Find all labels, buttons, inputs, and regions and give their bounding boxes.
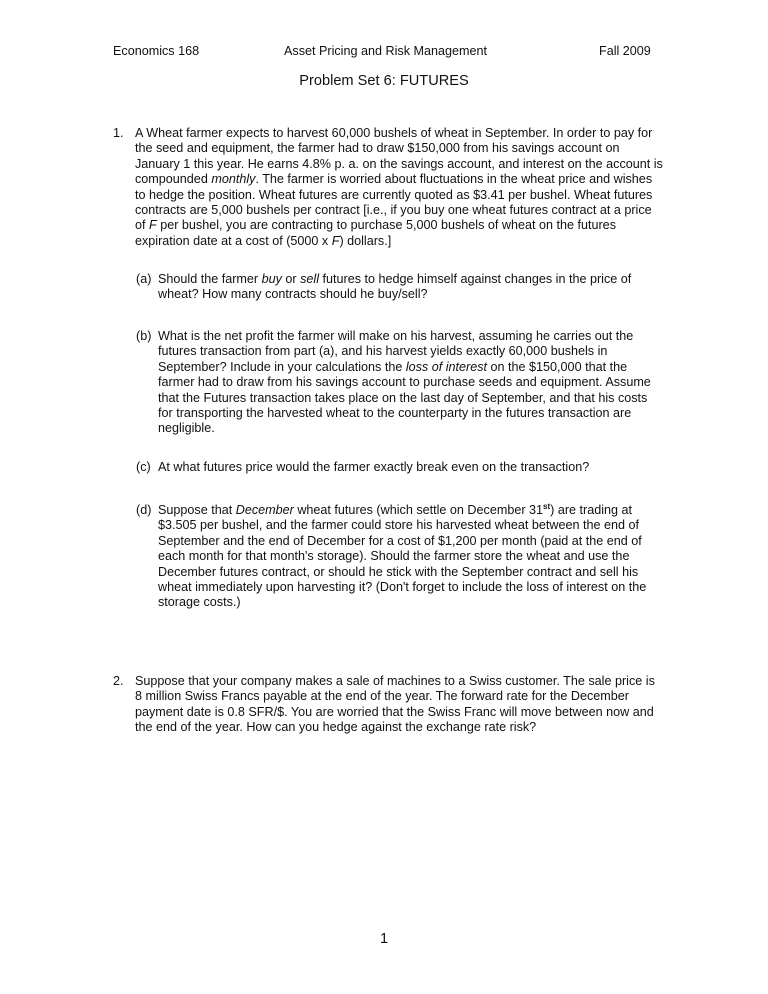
- problem-2-text: Suppose that your company makes a sale of machines to a Swiss customer. The sale price is 8 million Swiss Francs payable at the end of the year. The forward rate for the December payment date is 0.8 SFR/$. You are worried that the Swiss Franc will move between now and the end of the year. How can you hedge against the exchange rate risk?: [135, 674, 655, 735]
- header-term: Fall 2009: [599, 44, 651, 58]
- part-d-label: (d): [136, 503, 152, 517]
- part-b-label: (b): [136, 329, 152, 343]
- problem-1-text: A Wheat farmer expects to harvest 60,000 bushels of wheat in September. In order to pay for the seed and equipment, the farmer had to draw $150,000 from his savings account on January 1 this year. He earns 4.8% p. a. on the savings account, and interest on the account is compounded monthly. The farmer is worried about fluctuations in the wheat price and wishes to hedge the position. Wheat futures are currently quoted as $3.41 per bushel. Wheat futures contracts are 5,000 bushels per contract [i.e., if you buy one wheat futures contract at a price of F per bushel, you are contracting to purchase 5,000 bushels of wheat on the futures expiration date at a cost of (5000 x F) dollars.]: [135, 126, 663, 248]
- header-course: Economics 168: [113, 44, 200, 58]
- part-c-label: (c): [136, 460, 151, 474]
- page-title: Problem Set 6: FUTURES: [299, 73, 469, 89]
- part-b-text: What is the net profit the farmer will make on his harvest, assuming he carries out the futures transaction from part (a), and his harvest yields exactly 60,000 bushels in September? Include in your calculations the loss of interest on the $150,000 that the farmer had to draw from his savings account to purchase seeds and equipment. Assume that the Futures transaction takes place on the last day of September, and that his costs for transporting the harvested wheat to the counterparty in the futures transaction are negligible.: [158, 329, 651, 436]
- page-number: 1: [379, 931, 389, 947]
- part-d-text: Suppose that December wheat futures (which settle on December 31st) are trading at $3.505 per bushel, and the farmer could store his harvested wheat between the end of September and the end of December for a cost of $1,200 per month (paid at the end of each month for that month's storage). Should the farmer store the wheat and use the December futures contract, or should he stick with the September contract and sell his wheat immediately upon harvesting it? (Don't forget to include the loss of interest on the storage costs.): [158, 502, 647, 610]
- part-a-label: (a): [136, 272, 152, 286]
- problem-2-number: 2.: [113, 674, 124, 688]
- part-a-text: Should the farmer buy or sell futures to hedge himself against changes in the price of wheat? How many contracts should he buy/sell?: [158, 272, 632, 302]
- part-c-text: At what futures price would the farmer exactly break even on the transaction?: [158, 460, 590, 474]
- header-subject: Asset Pricing and Risk Management: [284, 44, 487, 58]
- problem-1-number: 1.: [113, 126, 124, 140]
